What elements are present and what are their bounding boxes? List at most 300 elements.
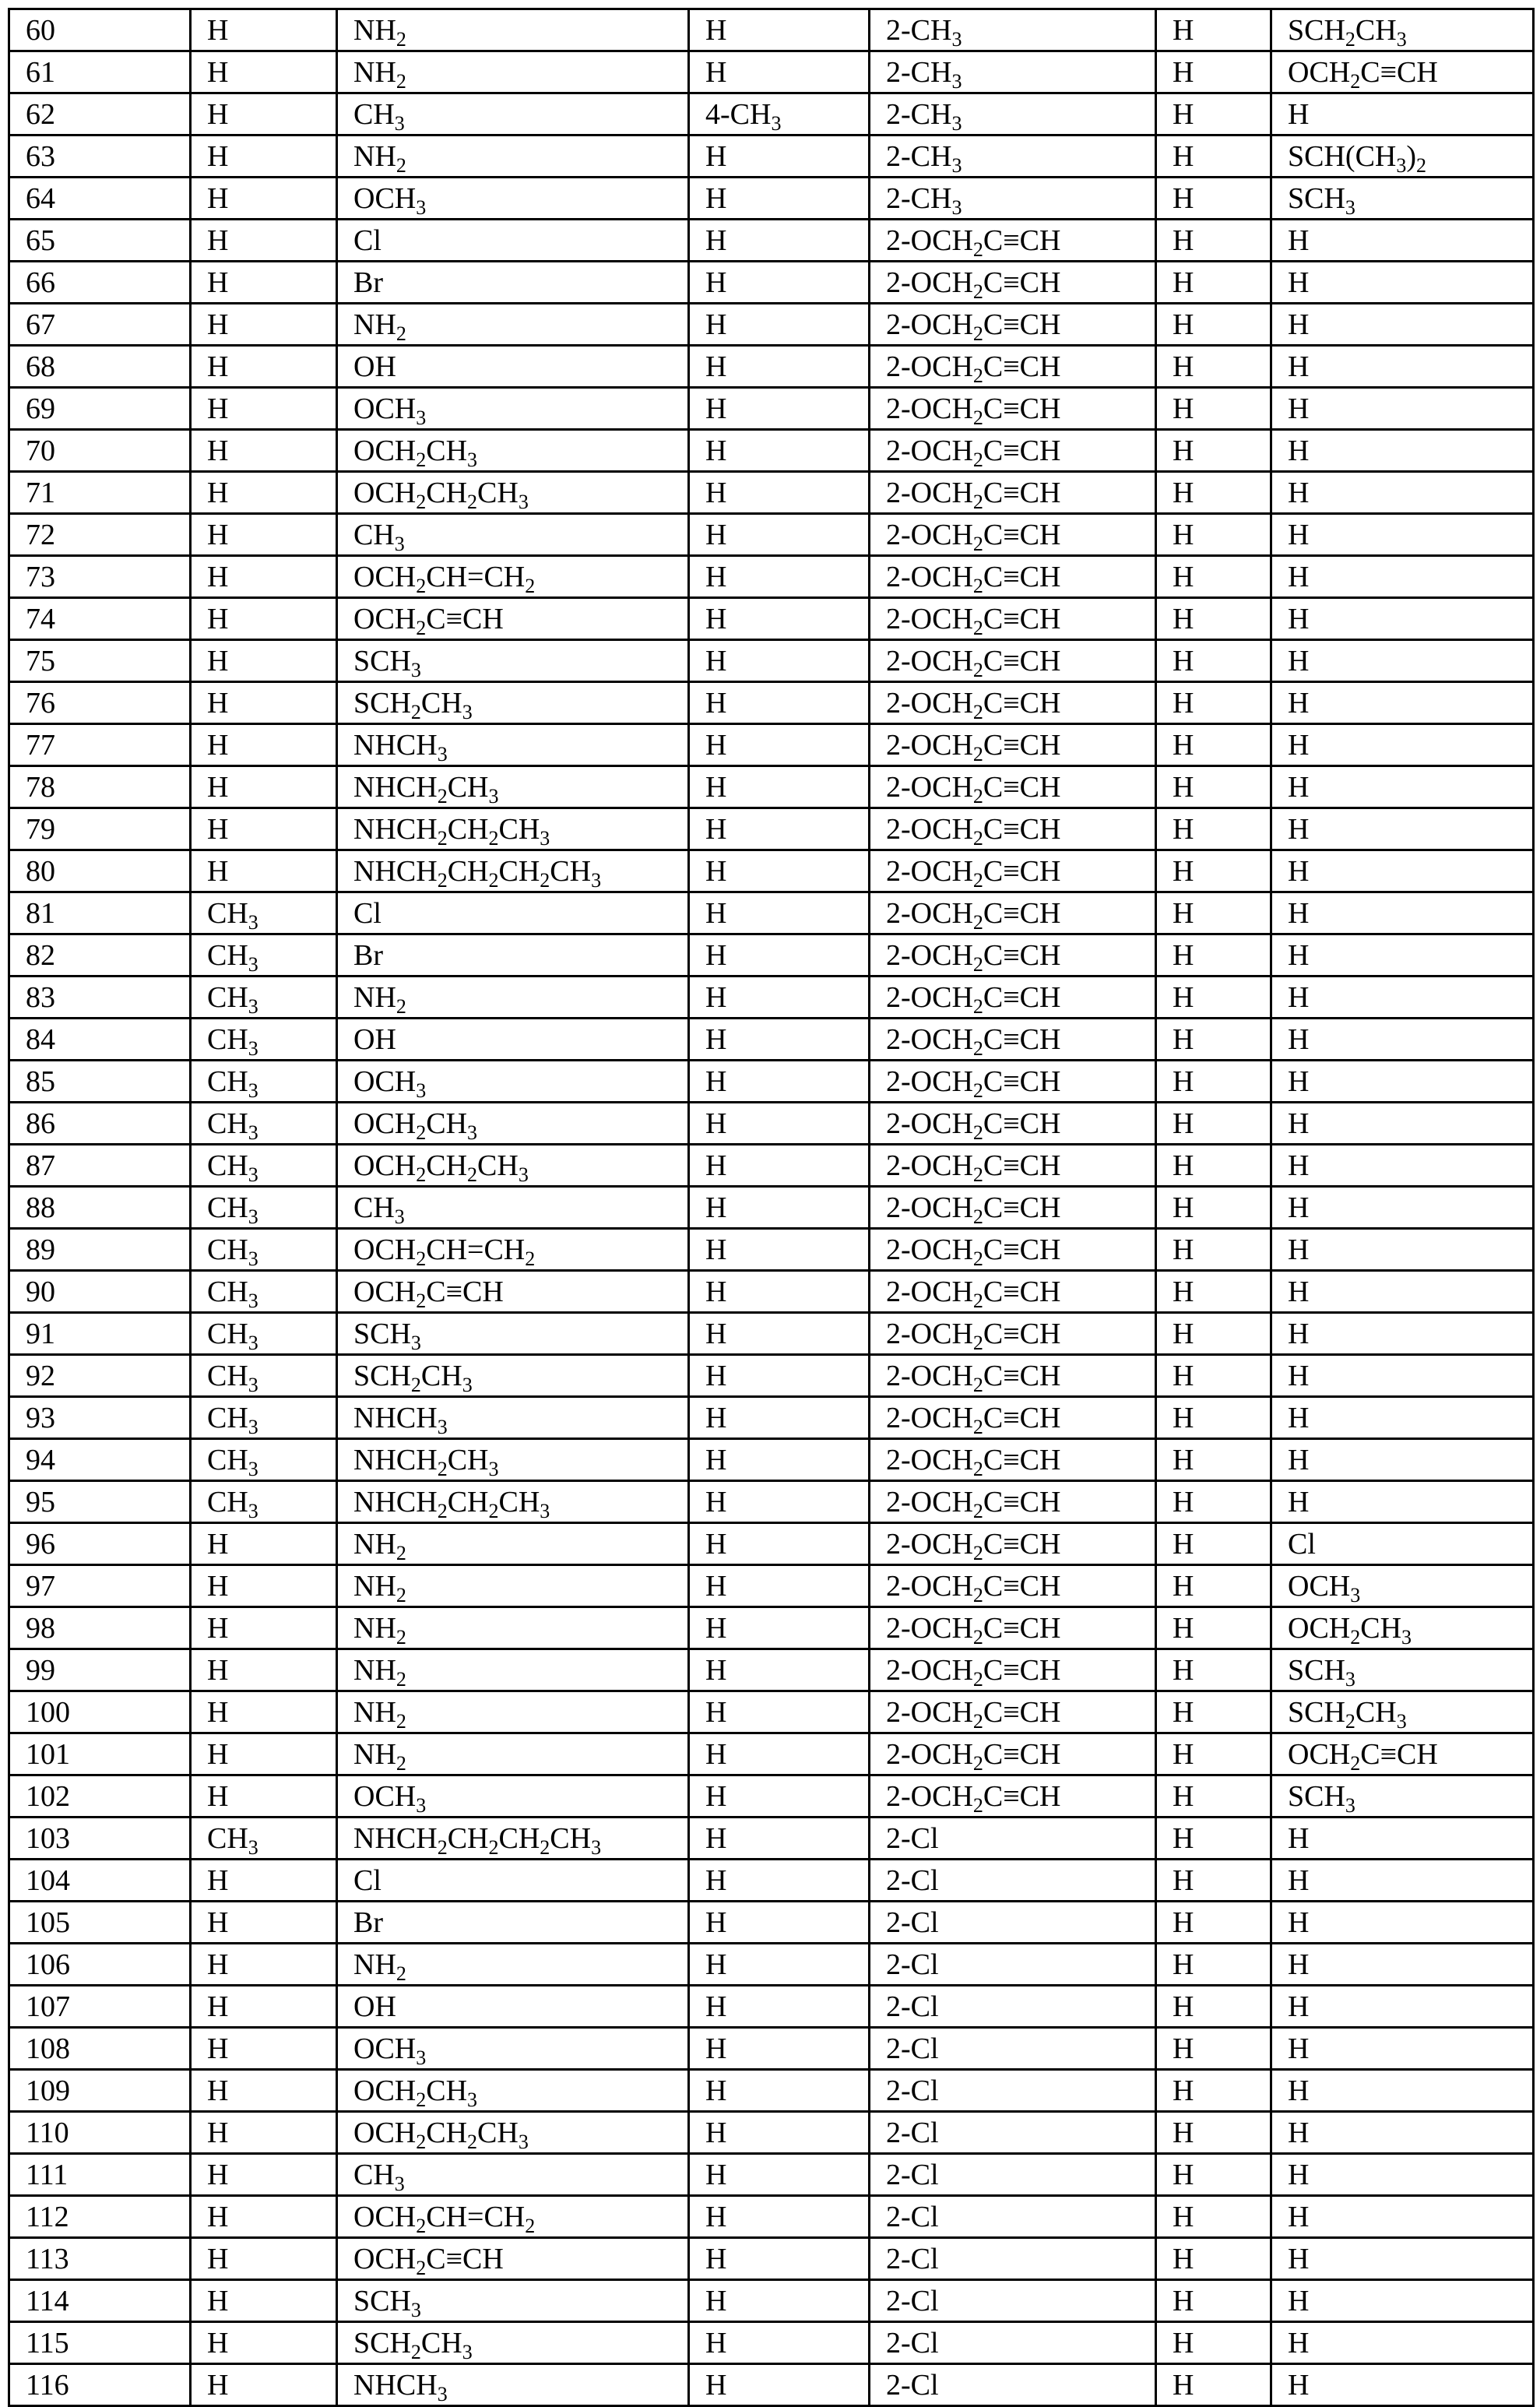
r2-substituent-cell: $CH_3$ (337, 514, 689, 556)
table-row (9, 51, 1534, 93)
r5-substituent-cell: H (1156, 1523, 1271, 1565)
r4-substituent-cell: $2-OCH_2C\equiv CH$ (870, 1733, 1156, 1775)
compound-number-cell: 106 (9, 1944, 191, 1986)
compound-number-cell: 85 (9, 1061, 191, 1103)
r1-substituent-cell: H (191, 9, 337, 51)
r2-substituent-cell: $OCH_2CH=CH_2$ (337, 2196, 689, 2238)
table-row (9, 556, 1534, 598)
r2-substituent-cell: $NHCH_2CH_3$ (337, 1439, 689, 1481)
compound-table-body (9, 9, 1534, 2406)
r5-substituent-cell: H (1156, 1775, 1271, 1818)
r5-substituent-cell: H (1156, 1187, 1271, 1229)
compound-number-cell: 64 (9, 178, 191, 220)
table-row (9, 1145, 1534, 1187)
r2-substituent-cell: Cl (337, 892, 689, 934)
compound-number-cell: 81 (9, 892, 191, 934)
table-row (9, 1439, 1534, 1481)
r2-substituent-cell: $OCH_3$ (337, 178, 689, 220)
r1-substituent-cell: $CH_3$ (191, 1187, 337, 1229)
r4-substituent-cell: $2-CH_3$ (870, 135, 1156, 178)
table-row (9, 682, 1534, 724)
r4-substituent-cell: 2-Cl (870, 1902, 1156, 1944)
compound-number-cell: 94 (9, 1439, 191, 1481)
r3-substituent-cell: H (689, 262, 870, 304)
r1-substituent-cell: H (191, 1565, 337, 1607)
r3-substituent-cell: H (689, 2322, 870, 2364)
r1-substituent-cell: H (191, 766, 337, 808)
r3-substituent-cell: H (689, 1986, 870, 2028)
r1-substituent-cell: H (191, 724, 337, 766)
r5-substituent-cell: H (1156, 178, 1271, 220)
r4-substituent-cell: $2-OCH_2C\equiv CH$ (870, 304, 1156, 346)
r6-substituent-cell: H (1271, 1944, 1534, 1986)
compound-number-cell: 99 (9, 1649, 191, 1691)
r5-substituent-cell: H (1156, 9, 1271, 51)
r3-substituent-cell: H (689, 388, 870, 430)
r2-substituent-cell: $NH_2$ (337, 1565, 689, 1607)
r1-substituent-cell: H (191, 220, 337, 262)
r5-substituent-cell: H (1156, 2238, 1271, 2280)
table-row (9, 724, 1534, 766)
r4-substituent-cell: $2-OCH_2C\equiv CH$ (870, 1607, 1156, 1649)
table-row (9, 766, 1534, 808)
r2-substituent-cell: $NHCH_2CH_2CH_3$ (337, 808, 689, 850)
r4-substituent-cell: $2-OCH_2C\equiv CH$ (870, 724, 1156, 766)
r5-substituent-cell: H (1156, 388, 1271, 430)
r1-substituent-cell: $CH_3$ (191, 1271, 337, 1313)
r4-substituent-cell: $2-OCH_2C\equiv CH$ (870, 1271, 1156, 1313)
table-row (9, 1481, 1534, 1523)
r5-substituent-cell: H (1156, 1229, 1271, 1271)
r6-substituent-cell: H (1271, 514, 1534, 556)
r6-substituent-cell: $SCH_3$ (1271, 1775, 1534, 1818)
r1-substituent-cell: H (191, 2364, 337, 2406)
r6-substituent-cell: H (1271, 2070, 1534, 2112)
table-row (9, 2280, 1534, 2322)
r5-substituent-cell: H (1156, 262, 1271, 304)
r5-substituent-cell: H (1156, 1902, 1271, 1944)
r3-substituent-cell: H (689, 472, 870, 514)
r1-substituent-cell: H (191, 1523, 337, 1565)
r4-substituent-cell: $2-OCH_2C\equiv CH$ (870, 1355, 1156, 1397)
compound-number-cell: 107 (9, 1986, 191, 2028)
r6-substituent-cell: H (1271, 220, 1534, 262)
r5-substituent-cell: H (1156, 1944, 1271, 1986)
compound-number-cell: 73 (9, 556, 191, 598)
r6-substituent-cell: H (1271, 346, 1534, 388)
compound-number-cell: 111 (9, 2154, 191, 2196)
r4-substituent-cell: $2-OCH_2C\equiv CH$ (870, 1061, 1156, 1103)
r5-substituent-cell: H (1156, 93, 1271, 135)
r3-substituent-cell: H (689, 1355, 870, 1397)
r1-substituent-cell: H (191, 51, 337, 93)
table-row (9, 934, 1534, 977)
r2-substituent-cell: $NH_2$ (337, 1649, 689, 1691)
r5-substituent-cell: H (1156, 135, 1271, 178)
r2-substituent-cell: $NH_2$ (337, 1607, 689, 1649)
r3-substituent-cell: H (689, 1271, 870, 1313)
r5-substituent-cell: H (1156, 1019, 1271, 1061)
r4-substituent-cell: $2-OCH_2C\equiv CH$ (870, 1565, 1156, 1607)
r3-substituent-cell: H (689, 977, 870, 1019)
r2-substituent-cell: Br (337, 934, 689, 977)
compound-number-cell: 105 (9, 1902, 191, 1944)
compound-number-cell: 93 (9, 1397, 191, 1439)
r1-substituent-cell: $CH_3$ (191, 1103, 337, 1145)
table-row (9, 1860, 1534, 1902)
r4-substituent-cell: $2-OCH_2C\equiv CH$ (870, 1145, 1156, 1187)
r5-substituent-cell: H (1156, 1313, 1271, 1355)
r5-substituent-cell: H (1156, 220, 1271, 262)
r3-substituent-cell: H (689, 1607, 870, 1649)
r2-substituent-cell: OH (337, 346, 689, 388)
r5-substituent-cell: H (1156, 1145, 1271, 1187)
r4-substituent-cell: 2-Cl (870, 2280, 1156, 2322)
r3-substituent-cell: H (689, 1775, 870, 1818)
compound-number-cell: 98 (9, 1607, 191, 1649)
r2-substituent-cell: $OCH_2C\equiv CH$ (337, 2238, 689, 2280)
r3-substituent-cell: H (689, 850, 870, 892)
r3-substituent-cell: H (689, 1313, 870, 1355)
compound-number-cell: 95 (9, 1481, 191, 1523)
r4-substituent-cell: $2-OCH_2C\equiv CH$ (870, 1229, 1156, 1271)
compound-number-cell: 112 (9, 2196, 191, 2238)
r5-substituent-cell: H (1156, 1986, 1271, 2028)
r3-substituent-cell: H (689, 682, 870, 724)
r3-substituent-cell: H (689, 1649, 870, 1691)
r4-substituent-cell: $2-OCH_2C\equiv CH$ (870, 514, 1156, 556)
r2-substituent-cell: $OCH_2C\equiv CH$ (337, 1271, 689, 1313)
compound-number-cell: 89 (9, 1229, 191, 1271)
r5-substituent-cell: H (1156, 977, 1271, 1019)
r1-substituent-cell: H (191, 2238, 337, 2280)
compound-number-cell: 100 (9, 1691, 191, 1733)
r3-substituent-cell: H (689, 1229, 870, 1271)
r4-substituent-cell: $2-OCH_2C\equiv CH$ (870, 430, 1156, 472)
r2-substituent-cell: $NH_2$ (337, 135, 689, 178)
r1-substituent-cell: H (191, 2112, 337, 2154)
r1-substituent-cell: $CH_3$ (191, 1019, 337, 1061)
r1-substituent-cell: H (191, 808, 337, 850)
r6-substituent-cell: H (1271, 2154, 1534, 2196)
r1-substituent-cell: H (191, 2154, 337, 2196)
r4-substituent-cell: $2-CH_3$ (870, 178, 1156, 220)
table-row (9, 262, 1534, 304)
r6-substituent-cell: H (1271, 93, 1534, 135)
r3-substituent-cell: H (689, 2196, 870, 2238)
compound-number-cell: 76 (9, 682, 191, 724)
r5-substituent-cell: H (1156, 850, 1271, 892)
r4-substituent-cell: $2-OCH_2C\equiv CH$ (870, 220, 1156, 262)
r1-substituent-cell: H (191, 472, 337, 514)
table-row (9, 1902, 1534, 1944)
r3-substituent-cell: H (689, 934, 870, 977)
r6-substituent-cell: H (1271, 2238, 1534, 2280)
r1-substituent-cell: H (191, 1986, 337, 2028)
compound-number-cell: 87 (9, 1145, 191, 1187)
r4-substituent-cell: 2-Cl (870, 1986, 1156, 2028)
r1-substituent-cell: H (191, 2070, 337, 2112)
r6-substituent-cell: H (1271, 2112, 1534, 2154)
r2-substituent-cell: OH (337, 1019, 689, 1061)
r4-substituent-cell: 2-Cl (870, 1944, 1156, 1986)
r4-substituent-cell: $2-OCH_2C\equiv CH$ (870, 1187, 1156, 1229)
r6-substituent-cell: H (1271, 1187, 1534, 1229)
table-row (9, 2112, 1534, 2154)
compound-number-cell: 84 (9, 1019, 191, 1061)
r2-substituent-cell: $OCH_2CH_3$ (337, 430, 689, 472)
r3-substituent-cell: H (689, 556, 870, 598)
r4-substituent-cell: 2-Cl (870, 1818, 1156, 1860)
r5-substituent-cell: H (1156, 682, 1271, 724)
r1-substituent-cell: $CH_3$ (191, 1439, 337, 1481)
r6-substituent-cell: H (1271, 766, 1534, 808)
r6-substituent-cell: H (1271, 934, 1534, 977)
compound-number-cell: 97 (9, 1565, 191, 1607)
r4-substituent-cell: $2-OCH_2C\equiv CH$ (870, 556, 1156, 598)
r6-substituent-cell: H (1271, 1818, 1534, 1860)
table-row (9, 1818, 1534, 1860)
compound-number-cell: 90 (9, 1271, 191, 1313)
table-row (9, 640, 1534, 682)
r6-substituent-cell: H (1271, 1061, 1534, 1103)
r4-substituent-cell: $2-OCH_2C\equiv CH$ (870, 977, 1156, 1019)
r1-substituent-cell: H (191, 850, 337, 892)
r2-substituent-cell: Br (337, 262, 689, 304)
r2-substituent-cell: $NHCH_3$ (337, 2364, 689, 2406)
r4-substituent-cell: 2-Cl (870, 2028, 1156, 2070)
r3-substituent-cell: H (689, 1818, 870, 1860)
r4-substituent-cell: $2-OCH_2C\equiv CH$ (870, 892, 1156, 934)
r2-substituent-cell: $NH_2$ (337, 1691, 689, 1733)
r1-substituent-cell: $CH_3$ (191, 1061, 337, 1103)
r5-substituent-cell: H (1156, 472, 1271, 514)
r1-substituent-cell: H (191, 2028, 337, 2070)
r4-substituent-cell: $2-OCH_2C\equiv CH$ (870, 1691, 1156, 1733)
r5-substituent-cell: H (1156, 1481, 1271, 1523)
r2-substituent-cell: $SCH_3$ (337, 640, 689, 682)
compound-number-cell: 116 (9, 2364, 191, 2406)
table-row (9, 1355, 1534, 1397)
r1-substituent-cell: $CH_3$ (191, 1229, 337, 1271)
r2-substituent-cell: $NHCH_2CH_3$ (337, 766, 689, 808)
r6-substituent-cell: $SCH_3$ (1271, 1649, 1534, 1691)
compound-number-cell: 67 (9, 304, 191, 346)
r1-substituent-cell: $CH_3$ (191, 1355, 337, 1397)
r3-substituent-cell: H (689, 2238, 870, 2280)
compound-number-cell: 63 (9, 135, 191, 178)
r4-substituent-cell: 2-Cl (870, 2196, 1156, 2238)
r6-substituent-cell: H (1271, 430, 1534, 472)
r3-substituent-cell: H (689, 766, 870, 808)
r5-substituent-cell: H (1156, 1691, 1271, 1733)
r1-substituent-cell: H (191, 1733, 337, 1775)
r1-substituent-cell: H (191, 2280, 337, 2322)
compound-number-cell: 60 (9, 9, 191, 51)
r3-substituent-cell: H (689, 51, 870, 93)
table-row (9, 1397, 1534, 1439)
compound-number-cell: 79 (9, 808, 191, 850)
r1-substituent-cell: H (191, 1649, 337, 1691)
table-row (9, 430, 1534, 472)
r3-substituent-cell: H (689, 2364, 870, 2406)
r1-substituent-cell: H (191, 388, 337, 430)
r2-substituent-cell: $OCH_2CH_2CH_3$ (337, 1145, 689, 1187)
table-row (9, 514, 1534, 556)
compound-number-cell: 66 (9, 262, 191, 304)
r4-substituent-cell: 2-Cl (870, 1860, 1156, 1902)
r1-substituent-cell: $CH_3$ (191, 977, 337, 1019)
r3-substituent-cell: H (689, 1944, 870, 1986)
table-row (9, 2154, 1534, 2196)
r6-substituent-cell: $SCH_2CH_3$ (1271, 1691, 1534, 1733)
r1-substituent-cell: $CH_3$ (191, 1397, 337, 1439)
r5-substituent-cell: H (1156, 1607, 1271, 1649)
r4-substituent-cell: $2-OCH_2C\equiv CH$ (870, 1397, 1156, 1439)
r2-substituent-cell: $NHCH_3$ (337, 724, 689, 766)
r2-substituent-cell: $OCH_3$ (337, 1775, 689, 1818)
r1-substituent-cell: H (191, 1860, 337, 1902)
r6-substituent-cell: H (1271, 598, 1534, 640)
r6-substituent-cell: H (1271, 2364, 1534, 2406)
r6-substituent-cell: H (1271, 808, 1534, 850)
table-row (9, 2238, 1534, 2280)
table-row (9, 1187, 1534, 1229)
r6-substituent-cell: H (1271, 472, 1534, 514)
r6-substituent-cell: H (1271, 1860, 1534, 1902)
r6-substituent-cell: H (1271, 304, 1534, 346)
r3-substituent-cell: H (689, 2280, 870, 2322)
table-row (9, 2322, 1534, 2364)
r4-substituent-cell: 2-Cl (870, 2322, 1156, 2364)
r1-substituent-cell: H (191, 262, 337, 304)
r6-substituent-cell: H (1271, 977, 1534, 1019)
r5-substituent-cell: H (1156, 1439, 1271, 1481)
r5-substituent-cell: H (1156, 2364, 1271, 2406)
table-row (9, 1229, 1534, 1271)
r5-substituent-cell: H (1156, 598, 1271, 640)
r6-substituent-cell: H (1271, 892, 1534, 934)
r6-substituent-cell: $SCH(CH_3)_2$ (1271, 135, 1534, 178)
r3-substituent-cell: H (689, 598, 870, 640)
r4-substituent-cell: $2-OCH_2C\equiv CH$ (870, 472, 1156, 514)
r2-substituent-cell: $OCH_2CH=CH_2$ (337, 556, 689, 598)
table-row (9, 93, 1534, 135)
r1-substituent-cell: H (191, 556, 337, 598)
r6-substituent-cell: $OCH_2CH_3$ (1271, 1607, 1534, 1649)
r2-substituent-cell: Cl (337, 220, 689, 262)
r6-substituent-cell: H (1271, 2280, 1534, 2322)
r3-substituent-cell: H (689, 1103, 870, 1145)
r2-substituent-cell: $CH_3$ (337, 1187, 689, 1229)
r5-substituent-cell: H (1156, 2028, 1271, 2070)
compound-number-cell: 83 (9, 977, 191, 1019)
r6-substituent-cell: H (1271, 850, 1534, 892)
table-row (9, 1607, 1534, 1649)
r3-substituent-cell: H (689, 2070, 870, 2112)
r6-substituent-cell: H (1271, 2028, 1534, 2070)
r1-substituent-cell: H (191, 346, 337, 388)
r1-substituent-cell: H (191, 430, 337, 472)
r5-substituent-cell: H (1156, 2280, 1271, 2322)
table-row (9, 135, 1534, 178)
table-row (9, 1649, 1534, 1691)
compound-number-cell: 91 (9, 1313, 191, 1355)
r4-substituent-cell: $2-OCH_2C\equiv CH$ (870, 1481, 1156, 1523)
r1-substituent-cell: H (191, 598, 337, 640)
r1-substituent-cell: H (191, 135, 337, 178)
r4-substituent-cell: $2-OCH_2C\equiv CH$ (870, 850, 1156, 892)
r6-substituent-cell: H (1271, 2322, 1534, 2364)
table-row (9, 2070, 1534, 2112)
r1-substituent-cell: H (191, 1607, 337, 1649)
r4-substituent-cell: $2-OCH_2C\equiv CH$ (870, 1649, 1156, 1691)
compound-number-cell: 108 (9, 2028, 191, 2070)
r2-substituent-cell: $OCH_3$ (337, 1061, 689, 1103)
r4-substituent-cell: $2-OCH_2C\equiv CH$ (870, 1103, 1156, 1145)
r6-substituent-cell: $SCH_2CH_3$ (1271, 9, 1534, 51)
r4-substituent-cell: $2-OCH_2C\equiv CH$ (870, 1019, 1156, 1061)
r2-substituent-cell: $SCH_3$ (337, 1313, 689, 1355)
table-row (9, 1271, 1534, 1313)
compound-number-cell: 86 (9, 1103, 191, 1145)
r5-substituent-cell: H (1156, 724, 1271, 766)
r5-substituent-cell: H (1156, 2322, 1271, 2364)
table-row (9, 2196, 1534, 2238)
r5-substituent-cell: H (1156, 514, 1271, 556)
r5-substituent-cell: H (1156, 556, 1271, 598)
compound-number-cell: 110 (9, 2112, 191, 2154)
r4-substituent-cell: $2-OCH_2C\equiv CH$ (870, 346, 1156, 388)
table-row (9, 1061, 1534, 1103)
table-row (9, 1313, 1534, 1355)
r2-substituent-cell: $NHCH_2CH_2CH_2CH_3$ (337, 1818, 689, 1860)
r6-substituent-cell: Cl (1271, 1523, 1534, 1565)
r6-substituent-cell: H (1271, 1271, 1534, 1313)
r3-substituent-cell: H (689, 2112, 870, 2154)
r5-substituent-cell: H (1156, 2070, 1271, 2112)
r6-substituent-cell: H (1271, 388, 1534, 430)
r2-substituent-cell: $OCH_3$ (337, 2028, 689, 2070)
r2-substituent-cell: $SCH_3$ (337, 2280, 689, 2322)
r5-substituent-cell: H (1156, 640, 1271, 682)
r6-substituent-cell: H (1271, 1229, 1534, 1271)
r6-substituent-cell: H (1271, 640, 1534, 682)
r2-substituent-cell: $CH_3$ (337, 93, 689, 135)
r4-substituent-cell: 2-Cl (870, 2238, 1156, 2280)
table-row (9, 1775, 1534, 1818)
r5-substituent-cell: H (1156, 430, 1271, 472)
r3-substituent-cell: H (689, 9, 870, 51)
r4-substituent-cell: $2-OCH_2C\equiv CH$ (870, 262, 1156, 304)
r1-substituent-cell: H (191, 1691, 337, 1733)
table-row (9, 977, 1534, 1019)
r3-substituent-cell: H (689, 1902, 870, 1944)
r6-substituent-cell: H (1271, 1439, 1534, 1481)
r4-substituent-cell: $2-OCH_2C\equiv CH$ (870, 388, 1156, 430)
r4-substituent-cell: $2-OCH_2C\equiv CH$ (870, 808, 1156, 850)
table-row (9, 892, 1534, 934)
r4-substituent-cell: $2-OCH_2C\equiv CH$ (870, 1313, 1156, 1355)
r4-substituent-cell: $2-OCH_2C\equiv CH$ (870, 640, 1156, 682)
r6-substituent-cell: H (1271, 1902, 1534, 1944)
table-row (9, 2364, 1534, 2406)
r1-substituent-cell: $CH_3$ (191, 1818, 337, 1860)
compound-number-cell: 113 (9, 2238, 191, 2280)
r1-substituent-cell: H (191, 640, 337, 682)
r2-substituent-cell: $NHCH_2CH_2CH_2CH_3$ (337, 850, 689, 892)
r1-substituent-cell: H (191, 682, 337, 724)
